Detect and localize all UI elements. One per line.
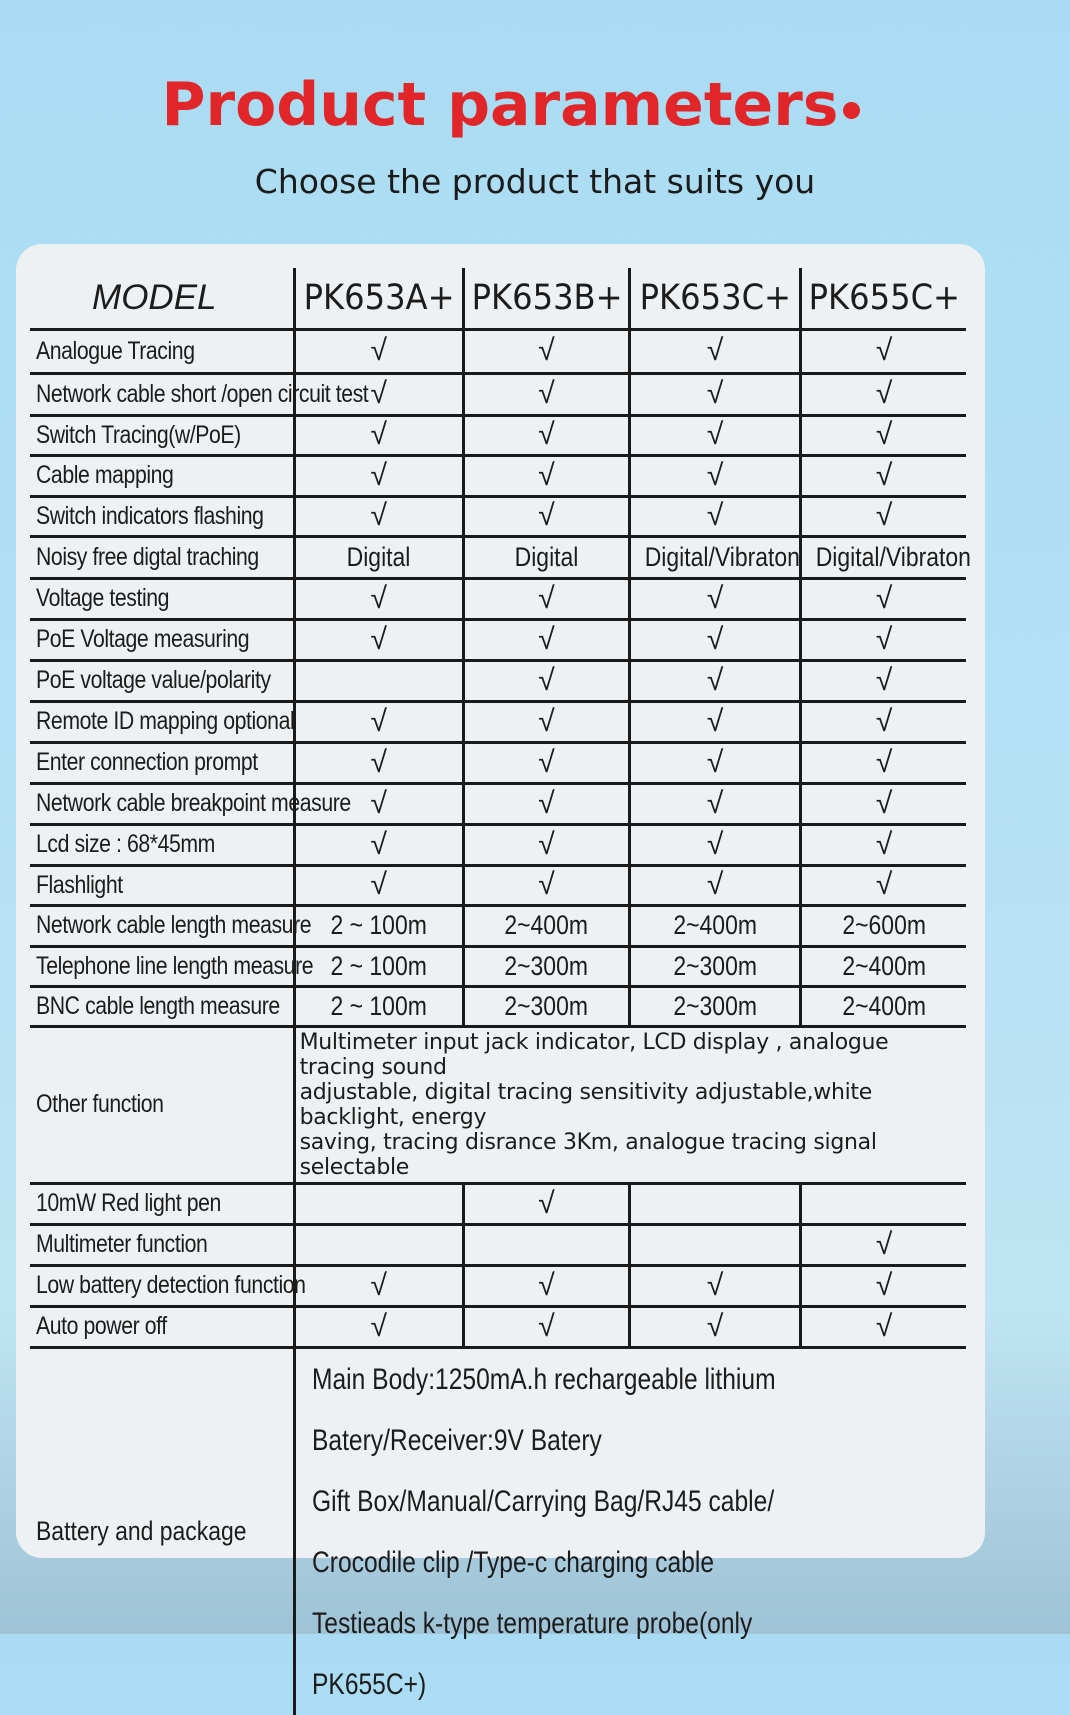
feature-value-cell: √ xyxy=(801,701,966,742)
feature-value-cell xyxy=(801,1183,966,1224)
table-row xyxy=(30,946,966,986)
table-row xyxy=(30,496,966,536)
table-row xyxy=(30,986,966,1026)
feature-label: Other function xyxy=(30,1026,294,1183)
feature-value-cell xyxy=(630,1224,801,1265)
feature-label: Multimeter function xyxy=(30,1224,294,1265)
table-row xyxy=(30,1224,966,1265)
table-row-battery-package xyxy=(30,1347,966,1715)
feature-value-cell: √ xyxy=(630,1306,801,1347)
feature-value-cell: √ xyxy=(294,329,463,373)
feature-value-cell: Digital xyxy=(294,536,463,578)
description-line: Multimeter input jack indicator, LCD display , analogue tracing sound xyxy=(299,1029,889,1080)
feature-value-cell: √ xyxy=(294,701,463,742)
feature-label: Switch Tracing(w/PoE) xyxy=(30,415,294,455)
page-title: Product parameters xyxy=(161,70,839,140)
feature-value-cell: 2~300m xyxy=(630,986,801,1026)
package-line: Main Body:1250mA.h rechargeable lithium Batery/Receiver:9V Batery xyxy=(311,1362,776,1457)
model-column-header: PK655C+ xyxy=(801,268,966,329)
feature-value-cell: √ xyxy=(294,578,463,619)
feature-value-cell: √ xyxy=(463,783,629,824)
feature-label: Switch indicators flashing xyxy=(30,496,294,536)
feature-value-cell: √ xyxy=(630,660,801,701)
feature-value-cell: √ xyxy=(463,415,629,455)
feature-value-cell: √ xyxy=(630,329,801,373)
table-row xyxy=(30,905,966,946)
feature-value-cell: √ xyxy=(630,824,801,865)
feature-value-cell: Digital xyxy=(463,536,629,578)
feature-value-cell: 2~400m xyxy=(801,986,966,1026)
feature-value-cell: √ xyxy=(294,619,463,660)
feature-value-cell xyxy=(630,1183,801,1224)
feature-value-cell: √ xyxy=(294,865,463,905)
feature-value-cell: √ xyxy=(801,783,966,824)
model-column-header: PK653A+ xyxy=(294,268,463,329)
feature-value-cell: √ xyxy=(801,496,966,536)
table-header-row xyxy=(30,268,966,329)
feature-value-cell: √ xyxy=(801,1265,966,1306)
feature-value-cell: √ xyxy=(463,578,629,619)
feature-value-cell: √ xyxy=(463,742,629,783)
feature-value-cell: √ xyxy=(630,619,801,660)
feature-label: Lcd size : 68*45mm xyxy=(30,824,294,865)
package-line: Crocodile clip /Type-c charging cable xyxy=(311,1545,714,1579)
feature-value-cell: 2~300m xyxy=(630,946,801,986)
table-row xyxy=(30,329,966,373)
feature-value-cell: √ xyxy=(630,701,801,742)
feature-value-cell: √ xyxy=(801,660,966,701)
table-row xyxy=(30,783,966,824)
feature-value-cell: √ xyxy=(801,578,966,619)
feature-value-cell: √ xyxy=(463,824,629,865)
page-subtitle: Choose the product that suits you xyxy=(254,162,816,201)
feature-value-cell: √ xyxy=(630,455,801,496)
feature-label: Low battery detection function xyxy=(30,1265,294,1306)
feature-value-cell: √ xyxy=(463,660,629,701)
feature-value-cell: √ xyxy=(294,783,463,824)
feature-value-cell: √ xyxy=(801,1224,966,1265)
table-row xyxy=(30,578,966,619)
feature-value-cell: √ xyxy=(630,496,801,536)
feature-value-cell: √ xyxy=(294,1265,463,1306)
feature-value-cell: 2~300m xyxy=(463,986,629,1026)
feature-value-cell xyxy=(463,1224,629,1265)
feature-value-cell: √ xyxy=(294,373,463,415)
feature-value-cell: √ xyxy=(630,865,801,905)
table-row xyxy=(30,742,966,783)
feature-value-cell: √ xyxy=(463,1265,629,1306)
feature-value-cell: √ xyxy=(801,329,966,373)
feature-value-cell xyxy=(294,1183,463,1224)
feature-value-cell xyxy=(294,660,463,701)
table-row xyxy=(30,660,966,701)
other-function-description xyxy=(294,1026,966,1183)
feature-label: Auto power off xyxy=(30,1306,294,1347)
feature-value-cell: √ xyxy=(801,865,966,905)
feature-value-cell: 2~400m xyxy=(463,905,629,946)
feature-value-cell: √ xyxy=(294,496,463,536)
feature-value-cell: √ xyxy=(630,373,801,415)
table-row xyxy=(30,1183,966,1224)
feature-label: Telephone line length measure xyxy=(30,946,294,986)
package-line: Testieads k-type temperature probe(only PK655C+) xyxy=(311,1606,752,1701)
table-row xyxy=(30,865,966,905)
feature-value-cell: √ xyxy=(630,1265,801,1306)
feature-value-cell: Digital/Vibraton xyxy=(801,536,966,578)
feature-value-cell: √ xyxy=(463,373,629,415)
table-row xyxy=(30,536,966,578)
battery-package-list xyxy=(294,1347,966,1715)
feature-label: Network cable breakpoint measure xyxy=(30,783,294,824)
feature-value-cell: √ xyxy=(801,824,966,865)
feature-value-cell: √ xyxy=(463,329,629,373)
feature-value-cell: √ xyxy=(801,455,966,496)
feature-value-cell: √ xyxy=(630,783,801,824)
parameters-card xyxy=(16,244,985,1701)
feature-value-cell: √ xyxy=(294,824,463,865)
table-row xyxy=(30,373,966,415)
feature-label: 10mW Red light pen xyxy=(30,1183,294,1224)
feature-value-cell: √ xyxy=(801,619,966,660)
feature-label: Network cable length measure xyxy=(30,905,294,946)
feature-value-cell: √ xyxy=(294,455,463,496)
feature-label: Remote ID mapping optional xyxy=(30,701,294,742)
table-row xyxy=(30,1265,966,1306)
feature-label: Battery and package xyxy=(36,1516,247,1546)
feature-value-cell: √ xyxy=(463,1306,629,1347)
feature-value-cell: √ xyxy=(463,619,629,660)
description-line: saving, tracing disrance 3Km, analogue tracing signal selectable xyxy=(299,1129,877,1180)
feature-value-cell: √ xyxy=(463,865,629,905)
feature-value-cell: √ xyxy=(801,1306,966,1347)
feature-label: Analogue Tracing xyxy=(30,329,294,373)
feature-label: Cable mapping xyxy=(30,455,294,496)
feature-value-cell: 2~400m xyxy=(630,905,801,946)
feature-value-cell: √ xyxy=(463,496,629,536)
feature-value-cell: √ xyxy=(463,701,629,742)
title-bullet-icon xyxy=(843,102,860,119)
description-line: adjustable, digital tracing sensitivity adjustable,white backlight, energy xyxy=(299,1079,872,1130)
feature-value-cell: √ xyxy=(463,1183,629,1224)
feature-value-cell: √ xyxy=(801,415,966,455)
feature-value-cell: √ xyxy=(630,578,801,619)
feature-label: PoE Voltage measuring xyxy=(30,619,294,660)
feature-value-cell: 2 ~ 100m xyxy=(294,986,463,1026)
table-row xyxy=(30,415,966,455)
feature-value-cell: √ xyxy=(630,415,801,455)
feature-label: PoE voltage value/polarity xyxy=(30,660,294,701)
table-row xyxy=(30,824,966,865)
feature-value-cell: √ xyxy=(294,1306,463,1347)
feature-label: BNC cable length measure xyxy=(30,986,294,1026)
feature-value-cell: √ xyxy=(294,415,463,455)
feature-value-cell: Digital/Vibraton xyxy=(630,536,801,578)
feature-label: Noisy free digtal traching xyxy=(30,536,294,578)
feature-value-cell: √ xyxy=(294,742,463,783)
feature-value-cell: 2 ~ 100m xyxy=(294,905,463,946)
table-row xyxy=(30,619,966,660)
feature-value-cell: 2 ~ 100m xyxy=(294,946,463,986)
model-column-header: PK653C+ xyxy=(630,268,801,329)
feature-value-cell xyxy=(294,1224,463,1265)
feature-label: Enter connection prompt xyxy=(30,742,294,783)
feature-label: Voltage testing xyxy=(30,578,294,619)
feature-value-cell: √ xyxy=(463,455,629,496)
feature-value-cell: 2~400m xyxy=(801,946,966,986)
parameters-table-body xyxy=(30,268,972,1715)
feature-value-cell: 2~600m xyxy=(801,905,966,946)
feature-value-cell: √ xyxy=(801,373,966,415)
feature-value-cell: √ xyxy=(801,742,966,783)
feature-label: Network cable short /open circuit test xyxy=(30,373,294,415)
table-row xyxy=(30,701,966,742)
model-column-header: PK653B+ xyxy=(463,268,629,329)
model-header: MODEL xyxy=(30,268,294,329)
table-row xyxy=(30,455,966,496)
feature-value-cell: √ xyxy=(630,742,801,783)
table-row-other-function xyxy=(30,1026,966,1183)
table-row xyxy=(30,1306,966,1347)
feature-value-cell: 2~300m xyxy=(463,946,629,986)
package-line: Gift Box/Manual/Carrying Bag/RJ45 cable/ xyxy=(311,1484,774,1518)
feature-label: Flashlight xyxy=(30,865,294,905)
parameters-table xyxy=(30,268,972,1715)
